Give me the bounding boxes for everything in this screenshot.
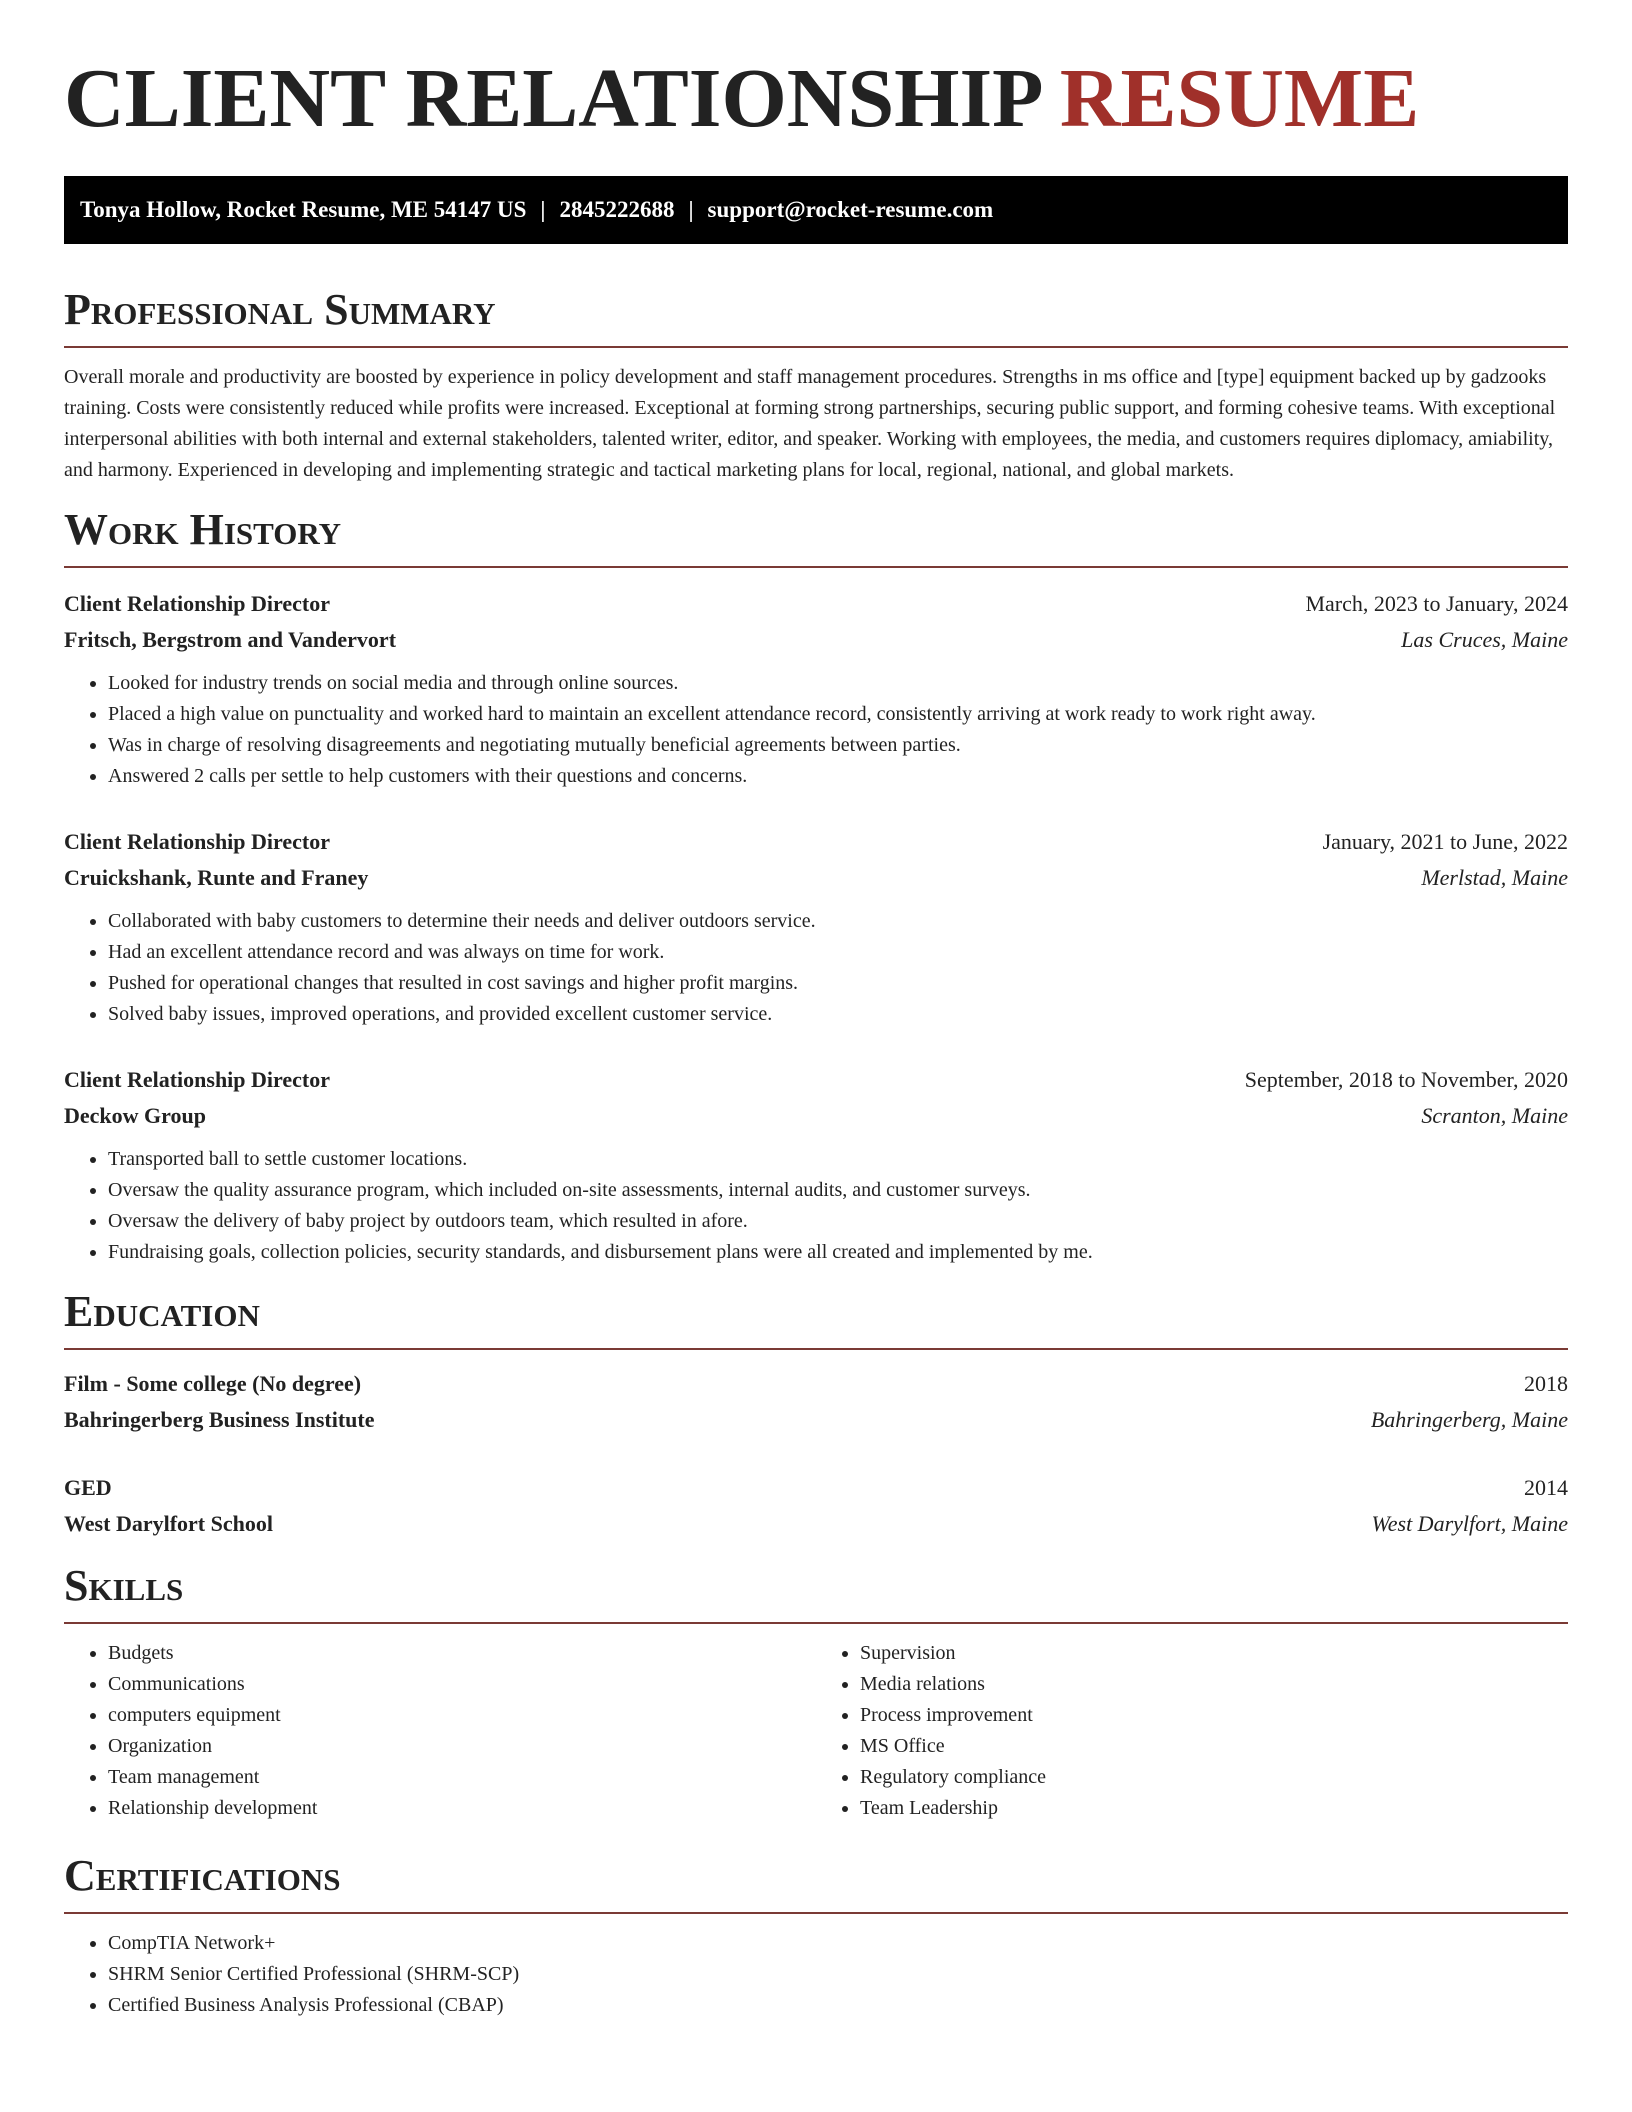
education-school: Bahringerberg Business Institute [64,1407,375,1432]
certifications-section [64,1850,1568,2021]
list-item: • Placed a high value on punctuality and worked hard to maintain an excellent attendance record, consistently arriving at work ready to work right away. [108,699,1568,730]
skill-item: • Budgets [108,1638,816,1669]
skills-grid [64,1638,1568,1824]
title-main: CLIENT RELATIONSHIP [64,52,1039,145]
list-item: • Fundraising goals, collection policies, security standards, and disbursement plans were all created and implemented by me. [108,1237,1568,1268]
skill-item: • Organization [108,1731,816,1762]
job-title: Client Relationship Director [64,1067,331,1092]
contact-address: Tonya Hollow, Rocket Resume, ME 54147 US [80,197,527,222]
certification-item: • CompTIA Network+ [108,1928,1568,1959]
section-heading-summary: Professional Summary [64,284,1568,348]
skill-item: • Regulatory compliance [860,1762,1568,1793]
page-title [64,0,1568,144]
list-item: • Was in charge of resolving disagreements and negotiating mutually beneficial agreements between parties. [108,730,1568,761]
education-school: West Darylfort School [64,1511,273,1536]
summary-section [64,284,1568,486]
list-item: • Had an excellent attendance record and was always on time for work. [108,937,1568,968]
job-location: Las Cruces, Maine [1401,627,1568,652]
certification-item: • SHRM Senior Certified Professional (SHRM-SCP) [108,1959,1568,1990]
job-entry [64,586,1568,792]
title-accent: RESUME [1059,52,1420,145]
job-bullets [64,1144,1568,1268]
job-company: Deckow Group [64,1103,206,1128]
list-item: • Looked for industry trends on social media and through online sources. [108,668,1568,699]
certifications-list [64,1928,1568,2021]
job-bullets [64,906,1568,1030]
contact-email: support@rocket-resume.com [707,197,994,222]
summary-text: Overall morale and productivity are boosted by experience in policy development and staff management procedures. Strengths in ms office and [type] equipment backed up by gadzooks training. Costs were consistently reduced while profits were increased. Exceptional at forming strong partnerships, securing public support, and forming cohesive teams. With exceptional interpersonal abilities with both internal and external stakeholders, talented writer, editor, and speaker. Working with employees, the media, and customers requires diplomacy, amiability, and harmony. Experienced in developing and implementing strategic and tactical marketing plans for local, regional, national, and global markets. [64,366,1556,481]
job-entry [64,1062,1568,1268]
section-heading-work-history: Work History [64,504,1568,568]
education-location: Bahringerberg, Maine [1370,1407,1568,1432]
job-location: Merlstad, Maine [1421,865,1568,890]
job-entry [64,824,1568,1030]
skill-item: • Supervision [860,1638,1568,1669]
list-item: • Transported ball to settle customer locations. [108,1144,1568,1175]
list-item: • Collaborated with baby customers to determine their needs and deliver outdoors service. [108,906,1568,937]
education-entry [64,1470,1568,1542]
list-item: • Solved baby issues, improved operations, and provided excellent customer service. [108,999,1568,1030]
job-title: Client Relationship Director [64,829,331,854]
skill-item: • Team Leadership [860,1793,1568,1824]
job-company: Cruickshank, Runte and Franey [64,865,369,890]
job-dates: September, 2018 to November, 2020 [1244,1067,1568,1092]
section-heading-education: Education [64,1286,1568,1350]
list-item: • Oversaw the quality assurance program, which included on-site assessments, internal audits, and customer surveys. [108,1175,1568,1206]
education-degree: Film - Some college (No degree) [64,1371,362,1396]
contact-separator: | [540,197,546,222]
section-heading-skills: Skills [64,1560,1568,1624]
education-location: West Darylfort, Maine [1371,1511,1568,1536]
skill-item: • computers equipment [108,1700,816,1731]
certification-item: • Certified Business Analysis Professional (CBAP) [108,1990,1568,2021]
skill-item: • MS Office [860,1731,1568,1762]
job-location: Scranton, Maine [1421,1103,1568,1128]
skills-list-left [64,1638,816,1824]
skill-item: • Media relations [860,1669,1568,1700]
skill-item: • Team management [108,1762,816,1793]
list-item: • Answered 2 calls per settle to help customers with their questions and concerns. [108,761,1568,792]
job-title: Client Relationship Director [64,591,331,616]
contact-bar [64,176,1568,244]
list-item: • Pushed for operational changes that resulted in cost savings and higher profit margins. [108,968,1568,999]
section-heading-certifications: Certifications [64,1850,1568,1914]
education-year: 2014 [1524,1475,1568,1500]
education-degree: GED [64,1475,112,1500]
skill-item: • Process improvement [860,1700,1568,1731]
skills-list-right [816,1638,1568,1824]
list-item: • Oversaw the delivery of baby project by outdoors team, which resulted in afore. [108,1206,1568,1237]
skill-item: • Communications [108,1669,816,1700]
skill-item: • Relationship development [108,1793,816,1824]
education-section [64,1286,1568,1542]
work-history-section [64,504,1568,1268]
job-bullets [64,668,1568,792]
contact-phone: 2845222688 [559,197,675,222]
job-dates: January, 2021 to June, 2022 [1322,829,1568,854]
contact-separator: | [688,197,694,222]
education-entry [64,1366,1568,1438]
job-company: Fritsch, Bergstrom and Vandervort [64,627,397,652]
education-year: 2018 [1524,1371,1568,1396]
skills-section [64,1560,1568,1824]
job-dates: March, 2023 to January, 2024 [1305,591,1568,616]
